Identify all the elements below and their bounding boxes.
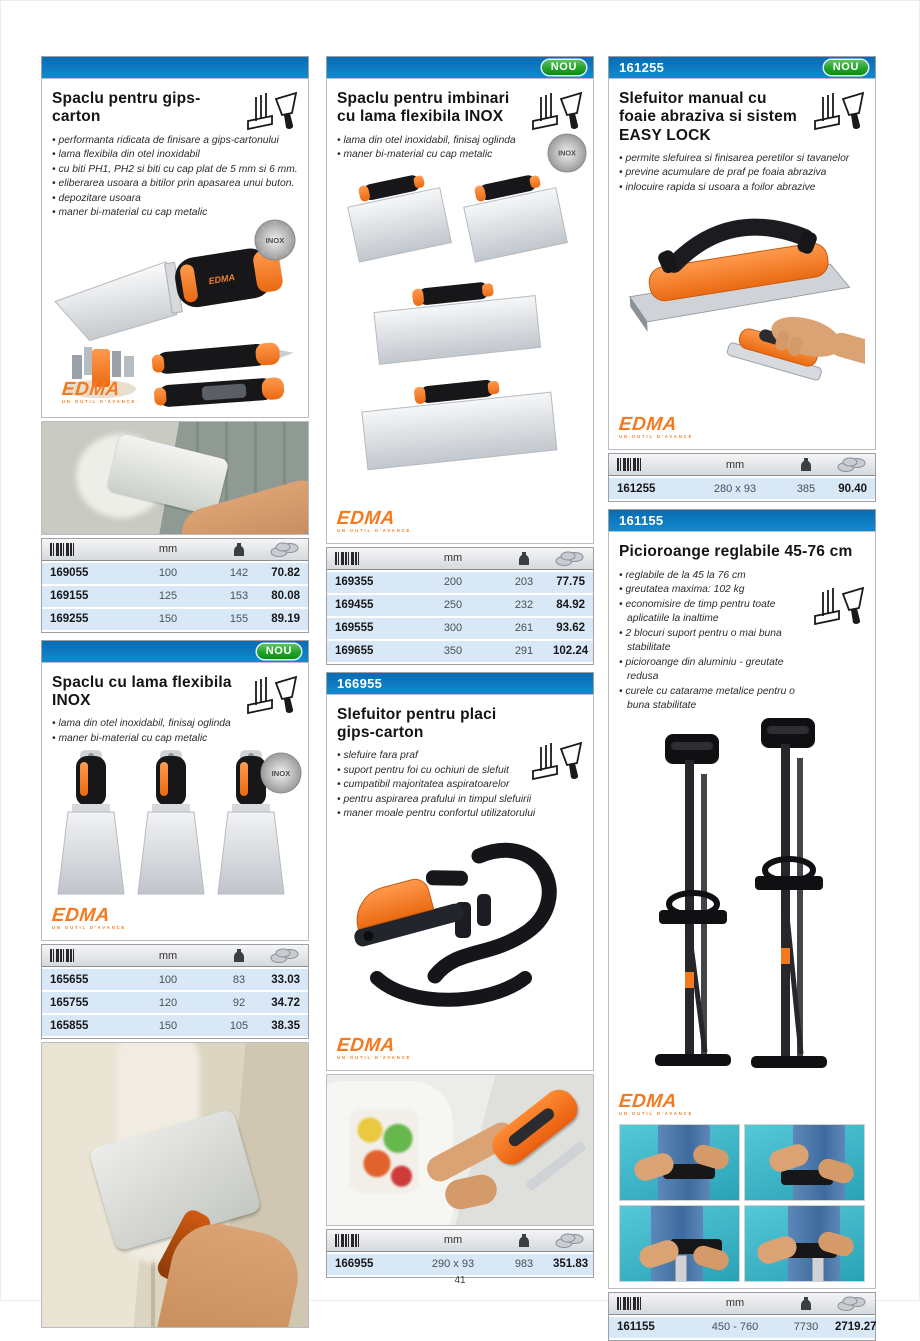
cell-code: 161255 xyxy=(617,482,656,495)
barcode-icon xyxy=(50,543,126,556)
putty-knife-line-icon xyxy=(246,673,300,724)
cell-price: 351.83 xyxy=(553,1258,589,1271)
card-body xyxy=(41,662,309,942)
spec-table xyxy=(41,538,309,633)
spec-table xyxy=(41,944,309,1039)
cell-price: 80.08 xyxy=(271,590,300,603)
feature-item: • picioroange din aluminiu - greutate redusa xyxy=(619,656,807,685)
table-row xyxy=(327,1254,593,1275)
product-code: 161255 xyxy=(619,60,665,75)
product-code: 161155 xyxy=(619,513,664,529)
unit-label: mm xyxy=(158,543,178,556)
card-header-bar xyxy=(41,640,309,662)
edma-logo: EDMA UN OUTIL D'AVANCE xyxy=(335,507,412,533)
weight-icon xyxy=(777,1297,835,1310)
cell-weight: 142 xyxy=(229,567,249,580)
product-image-putty-knives xyxy=(52,225,298,411)
feature-item: • lama din otel inoxidabil, finisaj oglinda xyxy=(337,134,583,149)
photo-ankle-adjust xyxy=(619,1205,740,1282)
product-card-slefuitor-manual xyxy=(608,56,876,502)
edma-logo: EDMA UN OUTIL D'AVANCE xyxy=(617,1090,694,1116)
cell-code: 165855 xyxy=(50,1019,89,1032)
cell-mm: 150 xyxy=(158,1019,178,1032)
putty-knife-line-icon xyxy=(813,89,867,140)
cell-mm: 125 xyxy=(158,590,178,603)
feature-item: • reglabile de la 45 la 76 cm xyxy=(619,569,807,584)
cell-weight: 385 xyxy=(796,482,816,495)
inox-badge-icon xyxy=(547,133,587,178)
product-image-sander-hose xyxy=(337,826,583,1032)
svg-text:INOX: INOX xyxy=(558,148,576,158)
edma-logo: EDMA UN OUTIL D'AVANCE xyxy=(50,905,127,931)
product-card-spaclu-gips-carton xyxy=(41,56,309,633)
cell-mm: 150 xyxy=(158,613,178,626)
svg-text:INOX: INOX xyxy=(271,768,291,778)
feature-item: • slefuire fara praf xyxy=(337,749,583,764)
cell-weight: 105 xyxy=(229,1019,249,1032)
barcode-icon xyxy=(50,949,126,962)
barcode-icon xyxy=(617,458,693,471)
cell-weight: 92 xyxy=(232,996,246,1009)
spec-table-header xyxy=(327,1230,593,1252)
feature-item: • maner moale pentru confortul utilizatorului xyxy=(337,807,583,822)
cell-mm: 300 xyxy=(443,622,463,635)
table-row xyxy=(609,478,875,499)
table-row xyxy=(42,992,308,1013)
weight-icon xyxy=(777,458,835,471)
edma-logo: EDMA UN OUTIL D'AVANCE xyxy=(60,379,137,405)
cell-code: 169255 xyxy=(50,613,89,626)
table-row xyxy=(42,969,308,990)
photo-foot-plate xyxy=(744,1205,865,1282)
barcode-icon xyxy=(335,1234,411,1247)
cell-price: 38.35 xyxy=(271,1019,300,1032)
table-row xyxy=(42,1015,308,1036)
edma-logo: EDMA UN OUTIL D'AVANCE xyxy=(335,1034,412,1060)
card-body xyxy=(41,78,309,418)
cell-mm: 100 xyxy=(158,973,178,986)
cell-weight: 203 xyxy=(514,576,534,589)
product-title: Slefuitor pentru placi gips-carton xyxy=(337,705,497,741)
product-image-three-knives xyxy=(52,750,298,902)
photo-hand-plastering xyxy=(41,421,309,535)
feature-item: • 2 blocuri suport pentru o mai buna stabilitate xyxy=(619,627,807,656)
cell-price: 2719.27 xyxy=(835,1321,877,1334)
cell-weight: 983 xyxy=(514,1258,534,1271)
feature-item: • lama din otel inoxidabil, finisaj oglinda xyxy=(52,717,298,732)
feature-item: • performanta ridicata de finisare a gips-cartonului xyxy=(52,134,298,149)
putty-knife-line-icon xyxy=(531,739,585,790)
inox-badge-icon xyxy=(254,219,296,266)
cell-price: 90.40 xyxy=(838,482,867,495)
feature-item: • maner bi-material cu cap metalic xyxy=(52,732,298,747)
table-row xyxy=(42,609,308,630)
feature-item: • previne acumulare de praf pe foaia abraziva xyxy=(619,166,865,181)
spec-table xyxy=(326,547,594,665)
photo-sanding-wall xyxy=(326,1074,594,1226)
card-body xyxy=(608,78,876,450)
cell-mm: 350 xyxy=(443,645,463,658)
product-title: Spaclu cu lama flexibila INOX xyxy=(52,673,232,709)
barcode-icon xyxy=(617,1297,693,1310)
cell-weight: 83 xyxy=(232,973,246,986)
table-row xyxy=(327,641,593,662)
new-badge: NOU xyxy=(824,60,868,75)
feature-item: • maner bi-material cu cap metalic xyxy=(52,206,298,221)
card-body xyxy=(326,694,594,1071)
cell-code: 169555 xyxy=(335,622,374,635)
cell-code: 161155 xyxy=(617,1321,655,1334)
column-left xyxy=(41,56,309,1328)
spec-table-header xyxy=(42,945,308,967)
feature-item: • eliberarea usoara a bitilor prin apasarea unui buton. xyxy=(52,177,298,192)
coins-icon xyxy=(835,457,867,472)
putty-knife-line-icon xyxy=(813,584,867,635)
unit-label: mm xyxy=(443,1234,463,1247)
feature-item: • suport pentru foi cu ochiuri de slefuit xyxy=(337,764,583,779)
cell-price: 70.82 xyxy=(271,567,300,580)
product-image-manual-sander xyxy=(619,199,865,411)
photo-strap-buckle xyxy=(619,1124,740,1201)
cell-price: 89.19 xyxy=(271,613,300,626)
card-header-bar xyxy=(326,672,594,694)
unit-label: mm xyxy=(725,458,745,471)
cell-mm: 200 xyxy=(443,576,463,589)
product-card-picioroange xyxy=(608,509,876,1340)
weight-icon xyxy=(495,552,553,565)
card-header-bar xyxy=(608,509,876,531)
product-card-spaclu-imbinari xyxy=(326,56,594,665)
photo-grid-stilt-adjustment xyxy=(619,1124,865,1282)
spec-table-header xyxy=(42,539,308,561)
table-row xyxy=(327,595,593,616)
tshirt-print xyxy=(349,1109,419,1193)
feature-item: • permite slefuirea si finisarea peretilor si tavanelor xyxy=(619,152,865,167)
cell-code: 169355 xyxy=(335,576,374,589)
cell-weight: 291 xyxy=(514,645,534,658)
cell-mm: 120 xyxy=(158,996,178,1009)
table-row xyxy=(327,572,593,593)
table-row xyxy=(327,618,593,639)
cell-code: 165755 xyxy=(50,996,89,1009)
card-body xyxy=(608,531,876,1288)
weight-icon xyxy=(210,543,268,556)
product-image-stilts xyxy=(619,718,865,1088)
coins-icon xyxy=(268,542,300,557)
feature-item: • cu biti PH1, PH2 si biti cu cap plat de 5 mm si 6 mm. xyxy=(52,163,298,178)
svg-text:EDMA: EDMA xyxy=(207,271,236,286)
table-row xyxy=(42,586,308,607)
feature-item: • curele cu catarame metalice pentru o buna stabilitate xyxy=(619,685,807,714)
cell-code: 166955 xyxy=(335,1258,374,1271)
product-title: Spaclu pentru gips-carton xyxy=(52,90,201,126)
feature-item: • maner bi-material cu cap metalic xyxy=(337,148,583,163)
page-number: 41 xyxy=(454,1275,466,1286)
feature-list xyxy=(619,152,865,196)
cell-mm: 280 x 93 xyxy=(713,482,757,495)
feature-item: • depozitare usoara xyxy=(52,192,298,207)
spec-table-header xyxy=(609,1293,875,1315)
card-header-bar xyxy=(41,56,309,78)
card-header-bar xyxy=(326,56,594,78)
product-card-slefuitor-placi xyxy=(326,672,594,1278)
putty-knife-line-icon xyxy=(246,89,300,140)
table-row xyxy=(609,1317,875,1338)
feature-item: • cumpatibil majoritatea aspiratoarelor xyxy=(337,778,583,793)
cell-code: 169455 xyxy=(335,599,374,612)
card-body xyxy=(326,78,594,544)
spec-table xyxy=(608,1292,876,1341)
product-title: Spaclu pentru imbinari cu lama flexibila INOX xyxy=(337,90,510,126)
feature-item: • greutatea maxima: 102 kg xyxy=(619,583,807,598)
unit-label: mm xyxy=(158,949,178,962)
cell-mm: 250 xyxy=(443,599,463,612)
unit-label: mm xyxy=(443,552,463,565)
cell-mm: 100 xyxy=(158,567,178,580)
cell-price: 102.24 xyxy=(553,645,589,658)
new-badge: NOU xyxy=(257,644,301,659)
cell-weight: 261 xyxy=(514,622,534,635)
spec-table xyxy=(608,453,876,502)
cell-weight: 232 xyxy=(514,599,534,612)
table-row xyxy=(42,563,308,584)
inox-badge-icon xyxy=(260,752,302,799)
weight-icon xyxy=(495,1234,553,1247)
column-right xyxy=(608,56,876,1341)
cell-code: 169155 xyxy=(50,590,89,603)
cell-weight: 155 xyxy=(229,613,249,626)
coins-icon xyxy=(268,948,300,963)
cell-mm: 450 - 760 xyxy=(711,1321,759,1334)
card-header-bar xyxy=(608,56,876,78)
cell-code: 165655 xyxy=(50,973,89,986)
cell-price: 77.75 xyxy=(556,576,585,589)
cell-price: 84.92 xyxy=(556,599,585,612)
product-title: Slefuitor manual cu foaie abraziva si sistem EASY LOCK xyxy=(619,90,797,144)
edma-logo: EDMA UN OUTIL D'AVANCE xyxy=(617,414,694,440)
product-code: 166955 xyxy=(337,675,383,691)
product-card-spaclu-lama-inox xyxy=(41,640,309,1329)
cell-code: 169055 xyxy=(50,567,89,580)
spec-table-header xyxy=(327,548,593,570)
cell-price: 33.03 xyxy=(271,973,300,986)
cell-weight: 7730 xyxy=(793,1321,819,1334)
unit-label: mm xyxy=(725,1297,745,1310)
cell-price: 93.62 xyxy=(556,622,585,635)
spec-table xyxy=(326,1229,594,1278)
product-title: Picioroange reglabile 45-76 cm xyxy=(619,543,853,561)
column-middle xyxy=(326,56,594,1278)
coins-icon xyxy=(553,1233,585,1248)
svg-text:INOX: INOX xyxy=(265,235,285,245)
cell-mm: 290 x 93 xyxy=(431,1258,475,1271)
coins-icon xyxy=(835,1296,867,1311)
cell-code: 169655 xyxy=(335,645,374,658)
cell-weight: 153 xyxy=(229,590,249,603)
weight-icon xyxy=(210,949,268,962)
feature-item: • inlocuire rapida si usoara a foilor abrazive xyxy=(619,181,865,196)
spec-table-header xyxy=(609,454,875,476)
feature-list xyxy=(52,134,298,221)
feature-item: • economisire de timp pentru toate aplicatiile la inaltime xyxy=(619,598,807,627)
feature-item: • lama flexibila din otel inoxidabil xyxy=(52,148,298,163)
cell-price: 34.72 xyxy=(271,996,300,1009)
new-badge: NOU xyxy=(542,60,586,75)
photo-foot-strap xyxy=(744,1124,865,1201)
feature-item: • pentru aspirarea prafului in timpul slefuirii xyxy=(337,793,583,808)
coins-icon xyxy=(553,551,585,566)
barcode-icon xyxy=(335,552,411,565)
